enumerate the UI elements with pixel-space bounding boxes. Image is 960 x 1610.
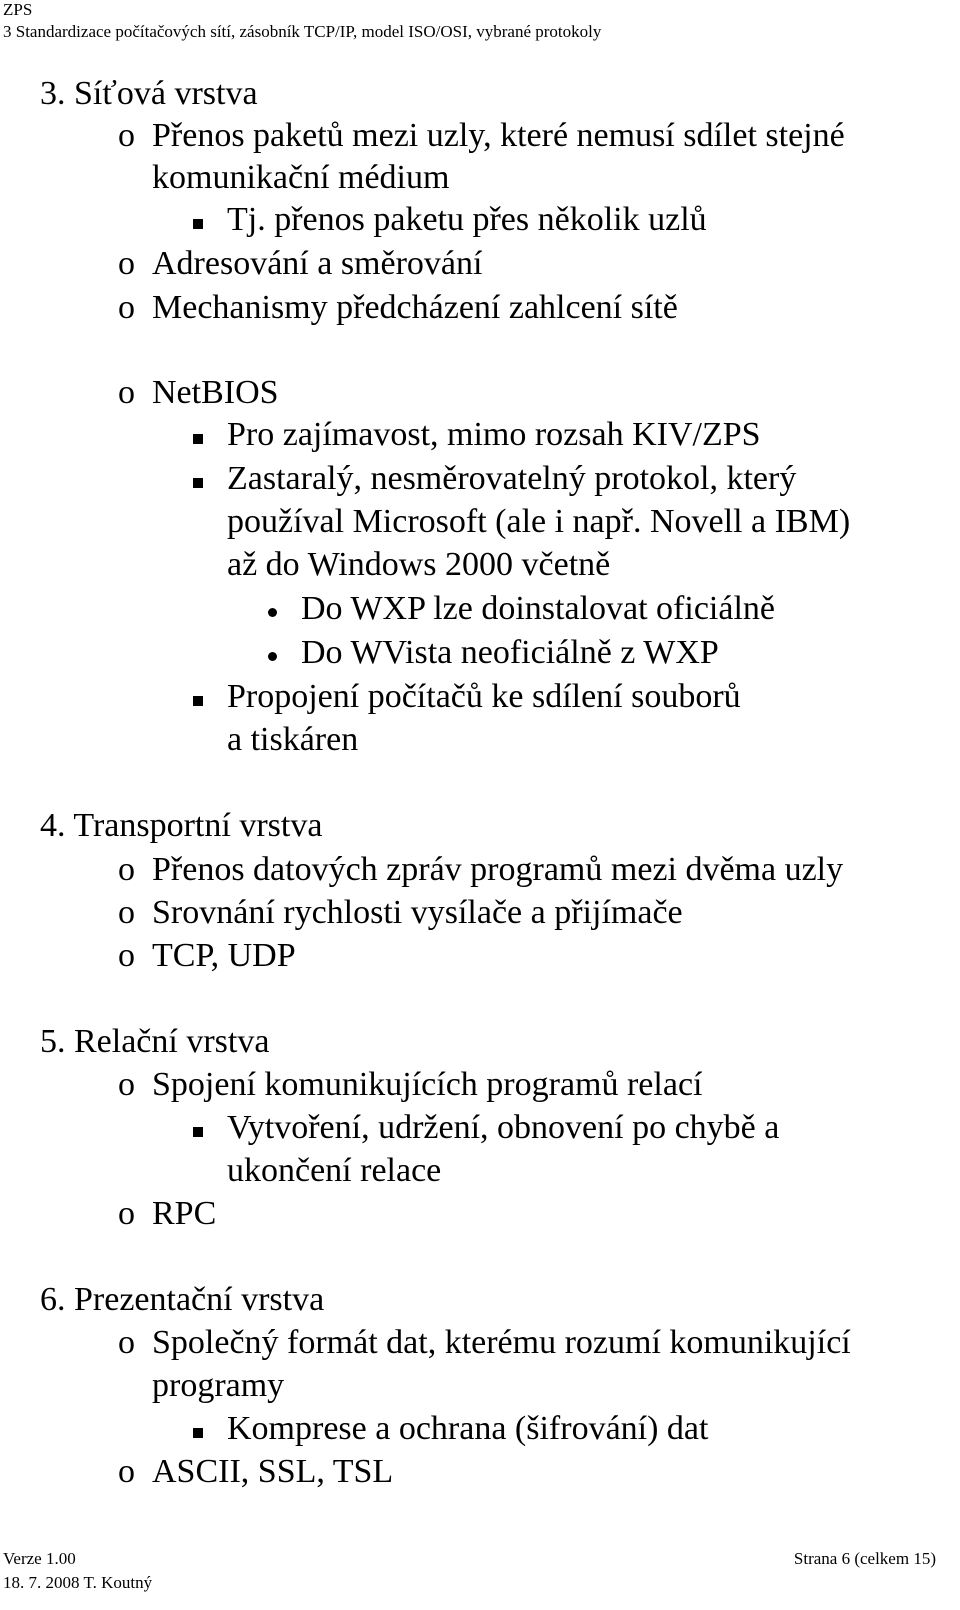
circle-bullet: o	[118, 117, 135, 154]
circle-bullet: o	[118, 894, 135, 931]
section-heading-transport-layer: 4. Transportní vrstva	[40, 807, 323, 844]
circle-bullet: o	[118, 374, 135, 411]
square-bullet	[193, 1428, 203, 1438]
list-item: Společný formát dat, kterému rozumí komunikující	[152, 1324, 851, 1361]
dot-bullet	[268, 608, 277, 617]
square-bullet	[193, 434, 203, 444]
list-item: Do WVista neoficiálně z WXP	[301, 634, 719, 671]
list-item: RPC	[152, 1195, 217, 1232]
list-item: Tj. přenos paketu přes několik uzlů	[227, 201, 707, 238]
circle-bullet: o	[118, 1195, 135, 1232]
list-item: Přenos paketů mezi uzly, které nemusí sdílet stejné	[152, 117, 845, 154]
footer-page-number: Strana 6 (celkem 15)	[793, 1549, 936, 1568]
circle-bullet: o	[118, 1453, 135, 1490]
square-bullet	[193, 1127, 203, 1137]
footer-date-author: 18. 7. 2008 T. Koutný	[3, 1573, 153, 1592]
circle-bullet: o	[118, 851, 135, 888]
section-heading-network-layer: 3. Síťová vrstva	[40, 75, 258, 112]
square-bullet	[193, 696, 203, 706]
document-title: ZPS	[3, 0, 33, 19]
list-item: Propojení počítačů ke sdílení souborů	[227, 678, 741, 715]
section-heading-presentation-layer: 6. Prezentační vrstva	[40, 1281, 325, 1318]
list-item-continuation: programy	[152, 1367, 285, 1404]
list-item-continuation: a tiskáren	[227, 721, 359, 758]
circle-bullet: o	[118, 937, 135, 974]
list-item-continuation: ukončení relace	[227, 1152, 442, 1189]
list-item: Spojení komunikujících programů relací	[152, 1066, 703, 1103]
list-item-netbios: NetBIOS	[152, 374, 279, 411]
list-item: Mechanismy předcházení zahlcení sítě	[152, 289, 678, 326]
square-bullet	[193, 219, 203, 229]
list-item-continuation: až do Windows 2000 včetně	[227, 546, 611, 583]
document-subtitle: 3 Standardizace počítačových sítí, zásobník TCP/IP, model ISO/OSI, vybrané protokoly	[3, 22, 602, 41]
square-bullet	[193, 478, 203, 488]
list-item: Do WXP lze doinstalovat oficiálně	[301, 590, 775, 627]
list-item: Zastaralý, nesměrovatelný protokol, který	[227, 460, 797, 497]
list-item-continuation: komunikační médium	[152, 159, 450, 196]
list-item-continuation: používal Microsoft (ale i např. Novell a IBM)	[227, 503, 851, 540]
section-heading-session-layer: 5. Relační vrstva	[40, 1023, 270, 1060]
list-item: TCP, UDP	[152, 937, 296, 974]
dot-bullet	[268, 652, 277, 661]
list-item: ASCII, SSL, TSL	[152, 1453, 394, 1490]
circle-bullet: o	[118, 245, 135, 282]
circle-bullet: o	[118, 289, 135, 326]
circle-bullet: o	[118, 1066, 135, 1103]
circle-bullet: o	[118, 1324, 135, 1361]
list-item: Srovnání rychlosti vysílače a přijímače	[152, 894, 683, 931]
list-item: Komprese a ochrana (šifrování) dat	[227, 1410, 709, 1447]
list-item: Přenos datových zpráv programů mezi dvěma uzly	[152, 851, 844, 888]
list-item: Vytvoření, udržení, obnovení po chybě a	[227, 1109, 780, 1146]
footer-version: Verze 1.00	[3, 1549, 76, 1568]
list-item: Adresování a směrování	[152, 245, 483, 282]
list-item: Pro zajímavost, mimo rozsah KIV/ZPS	[227, 416, 761, 453]
